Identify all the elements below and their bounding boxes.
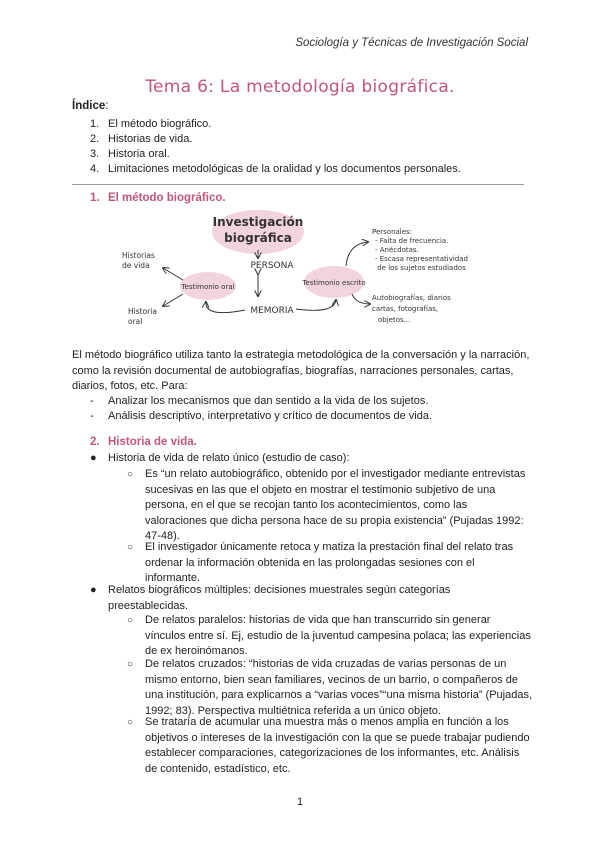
index-item: 3. Historia oral. [90,148,170,160]
memoria-label: MEMORIA [250,306,294,316]
index-item: 4. Limitaciones metodológicas de la oralidad y los documentos personales. [90,163,461,175]
documents-note: Autobiografías, diarios cartas, fotografías, objetos... [372,294,451,324]
sub-list-item: ○ De relatos paralelos: historias de vida que han transcurrido sin generar vínculos entre sí. Ej, estudio de la juventud campesina polaca; las experiencias de ex heroinómanos. [127,614,531,657]
memoria-to-oral-arrow [206,302,245,313]
written-to-personal-arrow [346,242,368,266]
section-heading-2: 2. Historia de vida. [90,436,197,448]
running-header: Sociología y Técnicas de Investigación Social [295,37,528,49]
oral-to-oral-history-arrow [163,294,183,306]
life-history-note: Historias de vida [122,251,155,270]
memoria-to-written-arrow [296,300,336,310]
written-testimony-label: Testimonio escrito [302,279,366,287]
index-item: 2. Historias de vida. [90,133,193,145]
index-item: 1. El método biográfico. [90,118,212,130]
diagram-title-line1: Investigación [212,215,304,229]
sub-list-item: ○ De relatos cruzados: “historias de vida cruzadas de varias personas de un mismo entorno, bien sean familiares, vecinos de un barrio, o compañeros de una institución, para explicarnos a “varias voces”“una misma historia” (Pujadas, 1992; 83). Perspectiva multiétnica referida a un único objeto. [127,658,533,717]
list-item: ● Relatos biográficos múltiples: decisiones muestrales según categorías preestablecidas. [90,584,451,612]
sub-list-item: ○ El investigador únicamente retoca y matiza la prestación final del relato tras ordenar la información obtenida en las prolongadas sesiones con el informante. [127,541,514,584]
section-heading-1: 1. El método biográfico. [90,192,226,204]
section1-bullet: - Analizar los mecanismos que dan sentido a la vida de los sujetos. [90,395,429,407]
section1-paragraph: El método biográfico utiliza tanto la estrategia metodológica de la conversación y la narración, como la revisión documental de autobiografías, biografías, narraciones personales, cartas, diarios, fotos, etc. Para: [72,349,530,392]
list-item: ● Historia de vida de relato único (estudio de caso): [90,452,350,464]
sub-list-item: ○ Se trataría de acumular una muestra más o menos amplia en función a los objetivos o intereses de la investigación con la que se puede trabajar pudiendo establecer comparaciones, categorizaciones de los informantes, etc. Análisis de contenido, estadístico, etc. [127,716,530,775]
page-number: 1 [296,796,304,808]
sub-list-item: ○ Es “un relato autobiográfico, obtenido por el investigador mediante entrevistas sucesivas en las que el objeto en mostrar el testimonio subjetivo de una persona, en el que se recojan tanto los acontecimientos, como las valoraciones que dicha persona hace de su propia existencia” (Pujadas 1992: 47-48). [127,468,526,542]
written-to-documents-arrow [352,294,370,304]
personal-docs-note: Personales: - Falta de frecuencia. - Anécdotas. - Escasa representatividad de los sujetos estudiados [372,228,469,272]
index-label: Índice: [72,100,109,112]
persona-label: PERSONA [250,261,294,271]
oral-testimony-label: Testimonio oral [181,283,235,291]
oral-history-note: Historia oral [128,307,157,326]
oral-to-life-history-arrow [163,268,183,280]
page-title: Tema 6: La metodología biográfica. [145,77,455,97]
diagram-title-line2: biográfica [224,231,292,245]
section1-bullet: - Análisis descriptivo, interpretativo y crítico de documentos de vida. [90,410,433,422]
